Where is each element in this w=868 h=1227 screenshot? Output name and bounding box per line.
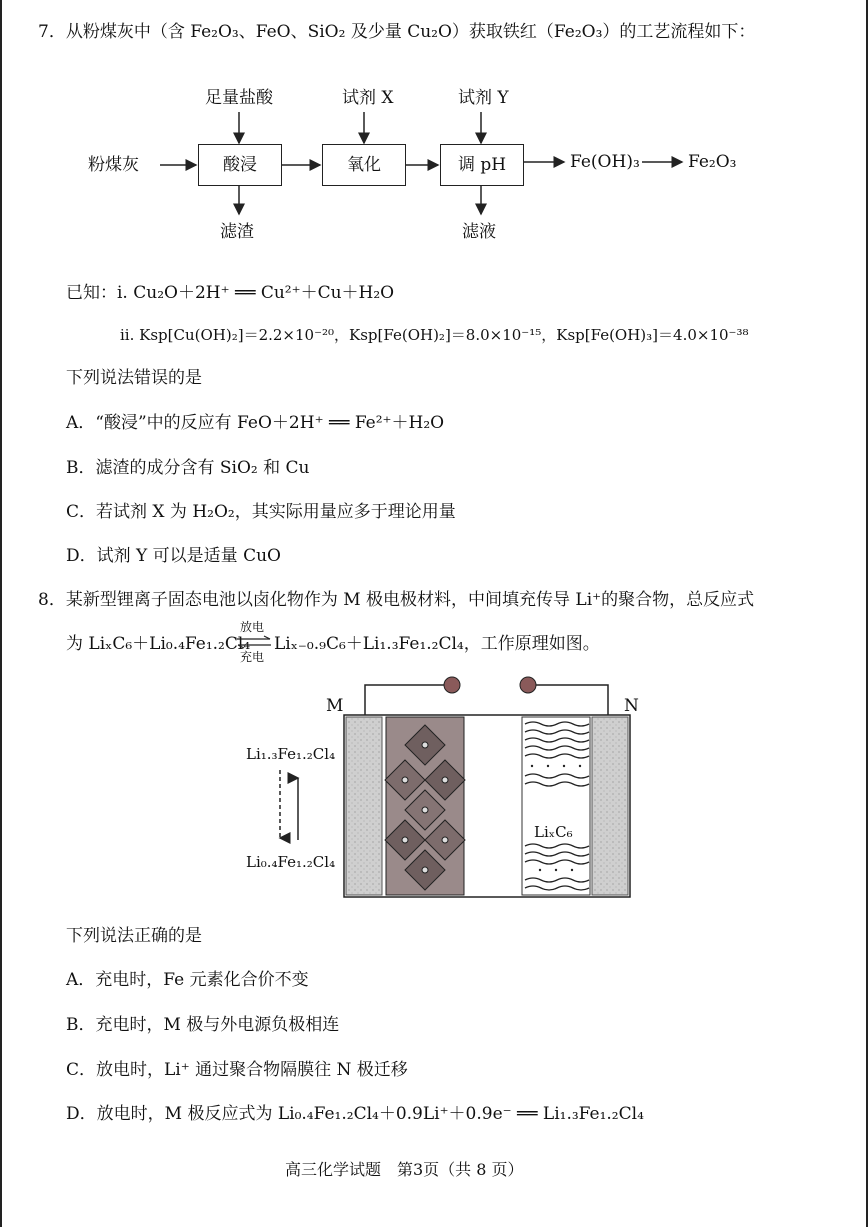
n-electrode — [592, 717, 628, 895]
flow-reagent-x: 试剂 X — [342, 88, 394, 108]
m-electrode-label: M — [326, 696, 344, 716]
q8-option-b: B．充电时，M 极与外电源负极相连 — [66, 1015, 340, 1035]
discharge-label: 放电 — [240, 620, 265, 634]
q7-option-b: B．滤渣的成分含有 SiO₂ 和 Cu — [66, 458, 310, 478]
flow-step-acid-leach: 酸浸 — [198, 144, 282, 186]
halide-crystal — [385, 717, 465, 895]
flow-input: 粉煤灰 — [88, 155, 139, 175]
lower-species-label: Li₀.₄Fe₁.₂Cl₄ — [246, 853, 336, 871]
flow-reagent-y: 试剂 Y — [458, 88, 509, 108]
terminal-left — [444, 677, 460, 693]
q7-option-a: A．“酸浸”中的反应有 FeO＋2H⁺ ══ Fe²⁺＋H₂O — [66, 413, 445, 433]
q7-option-c: C．若试剂 X 为 H₂O₂，其实际用量应多于理论用量 — [66, 502, 456, 522]
q7-option-d: D．试剂 Y 可以是适量 CuO — [66, 546, 281, 566]
q7-prompt: 下列说法错误的是 — [66, 368, 202, 388]
anode-material-label: LiₓC₆ — [534, 823, 573, 841]
flow-product-feoh3: Fe(OH)₃ — [570, 152, 640, 172]
charge-label: 充电 — [240, 650, 265, 664]
flow-step-adjust-ph: 调 pH — [440, 144, 524, 186]
flow-filtrate: 滤液 — [462, 222, 496, 242]
q8-equation-right: Liₓ₋₀.₉C₆＋Li₁.₃Fe₁.₂Cl₄，工作原理如图。 — [274, 634, 600, 654]
q8-stem: 8．某新型锂离子固态电池以卤化物作为 M 极电极材料，中间填充传导 Li⁺的聚合物，总反应式 — [38, 590, 755, 610]
q8-option-a: A．充电时，Fe 元素化合价不变 — [66, 970, 309, 990]
upper-species-label: Li₁.₃Fe₁.₂Cl₄ — [246, 745, 336, 763]
q7-known-ii: ii. Ksp[Cu(OH)₂]＝2.2×10⁻²⁰，Ksp[Fe(OH)₂]＝8.0×10⁻¹⁵，Ksp[Fe(OH)₃]＝4.0×10⁻³⁸ — [120, 326, 749, 344]
flow-product-fe2o3: Fe₂O₃ — [688, 152, 737, 172]
q8-option-d: D．放电时，M 极反应式为 Li₀.₄Fe₁.₂Cl₄＋0.9Li⁺＋0.9e⁻ ══ Li₁.₃Fe₁.₂Cl₄ — [66, 1104, 644, 1124]
q8-option-c: C．放电时，Li⁺ 通过聚合物隔膜往 N 极迁移 — [66, 1060, 408, 1080]
flow-residue: 滤渣 — [220, 222, 254, 242]
terminal-right — [520, 677, 536, 693]
graphite-layers — [522, 717, 590, 895]
q7-known-i: 已知：i. Cu₂O＋2H⁺ ══ Cu²⁺＋Cu＋H₂O — [66, 283, 395, 303]
flow-reagent-hcl: 足量盐酸 — [205, 88, 273, 108]
page-footer: 高三化学试题 第3页（共 8 页） — [285, 1160, 524, 1179]
q8-equation-left: 为 LiₓC₆＋Li₀.₄Fe₁.₂Cl₄ — [66, 634, 251, 654]
n-electrode-label: N — [624, 696, 639, 716]
m-electrode — [346, 717, 382, 895]
q8-prompt: 下列说法正确的是 — [66, 926, 202, 946]
q7-stem: 7．从粉煤灰中（含 Fe₂O₃、FeO、SiO₂ 及少量 Cu₂O）获取铁红（Fe₂O₃）的工艺流程如下： — [38, 22, 756, 42]
flow-step-oxidize: 氧化 — [322, 144, 406, 186]
